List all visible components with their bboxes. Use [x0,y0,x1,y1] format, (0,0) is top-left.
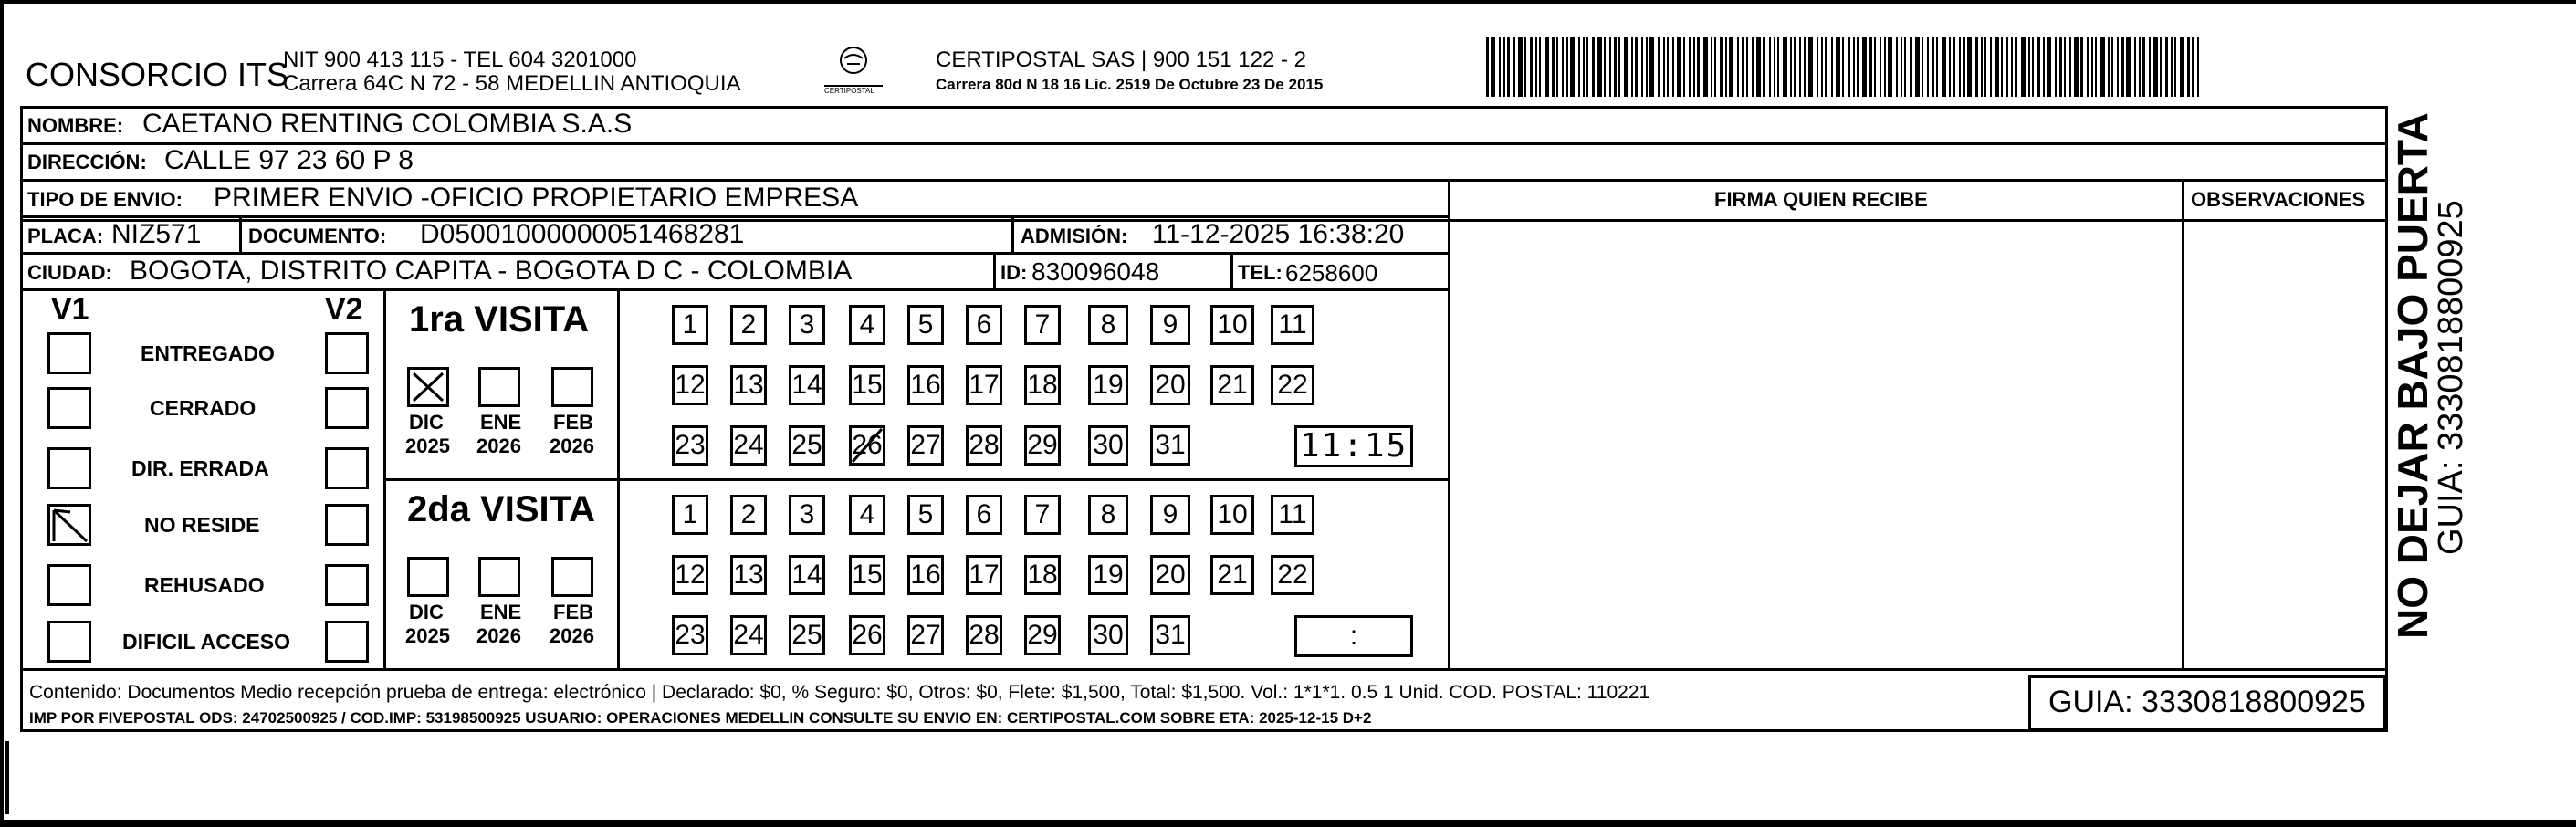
day-number: 27 [910,430,941,460]
second-visit-time-box [1294,615,1413,657]
first-visit-day [1088,365,1128,405]
side-warning: NO DEJAR BAJO PUERTA [2389,112,2436,639]
day-number: 1 [682,309,698,340]
v1-checkbox [47,564,91,606]
tel-divider [1230,252,1233,288]
day-number: 14 [791,370,822,400]
second-visit-day [789,495,825,535]
admision-divider [1011,215,1014,252]
day-number: 8 [1100,309,1116,340]
second-visit-day [1210,495,1254,535]
year-label: 2026 [550,624,594,647]
certipostal-line1: CERTIPOSTAL SAS | 900 151 122 - 2 [936,47,1306,72]
second-visit-day [1150,555,1190,595]
first-visit-day [1150,305,1190,345]
admision-label: ADMISIÓN: [1021,225,1128,247]
day-number: 29 [1027,620,1058,650]
day-number: 18 [1027,560,1058,590]
nombre-label: NOMBRE: [27,114,124,137]
page-bottom-line [0,820,2576,827]
day-number: 11 [1278,309,1307,340]
status-label: ENTREGADO [141,341,275,365]
v1-checkbox [47,387,91,429]
month-label: DIC [409,601,444,623]
second-visit-day [1150,615,1190,655]
first-visit-day [1150,425,1190,466]
second-visit-day [672,615,708,655]
second-visit-day [849,495,885,535]
status-label: DIR. ERRADA [131,456,269,480]
second-visit-day [849,555,885,595]
first-visit-day [966,365,1002,405]
first-visit-month-checkbox [478,367,520,407]
month-label: FEB [553,601,593,623]
day-number: 19 [1093,370,1124,400]
certipostal-line2: Carrera 80d N 18 16 Lic. 2519 De Octubre 23 De 2015 [936,76,1324,93]
company-name: CONSORCIO ITS [26,56,289,93]
contenido-line: Contenido: Documentos Medio recepción prueba de entrega: electrónico | Declarado: $0, % Seguro: $0, Otros: $0, Flete: $1,500, Total: $1,500. Vol.: 1*1*1. 0.5 1 Unid. COD. POSTAL: 110221 [29,682,1650,703]
month-label: ENE [480,411,522,434]
day-number: 23 [675,620,706,650]
documento-label: DOCUMENTO: [248,225,387,247]
status-label: DIFICIL ACCESO [122,630,291,654]
v1-label: V1 [51,292,89,327]
imp-line: IMP POR FIVEPOSTAL ODS: 24702500925 / COD.IMP: 53198500925 USUARIO: OPERACIONES MEDELLIN CONSULTE SU ENVIO EN: CERTIPOSTAL.COM SOBRE ETA: 2025-12-15 D+2 [29,709,1372,727]
ciudad-label: CIUDAD: [27,261,112,284]
row-line-6 [20,288,1450,291]
second-visit-day [1210,555,1254,595]
v2-checkbox [325,564,369,606]
day-number: 28 [969,430,1000,460]
first-visit-day [849,365,885,405]
first-visit-day [730,365,767,405]
first-visit-month-checkbox [407,367,449,407]
day-number: 7 [1034,309,1051,340]
second-visit-day [1024,615,1061,655]
first-visit-day [730,305,767,345]
direccion-label: DIRECCIÓN: [27,151,147,173]
v2-label: V2 [325,292,363,327]
v2-checkbox [325,332,369,374]
day-number: 7 [1034,499,1051,529]
tel-label: TEL: [1238,261,1283,284]
status-label: REHUSADO [144,573,265,597]
v2-checkbox [325,447,369,489]
second-visit-day [907,495,944,535]
second-visit-day [672,495,708,535]
day-number: 15 [852,370,883,400]
day-number: 25 [791,430,822,460]
day-number: 18 [1027,370,1058,400]
day-number: 20 [1155,560,1186,590]
v2-checkbox [325,387,369,429]
placa-value: NIZ571 [111,219,202,249]
id-divider [993,252,996,288]
first-visit-day [672,425,708,466]
month-label: FEB [553,411,593,434]
day-number: 24 [733,430,764,460]
second-visit-month-checkbox [478,557,520,597]
v1-checkbox [47,504,91,546]
v2-checkbox [325,504,369,546]
day-number: 31 [1155,430,1186,460]
year-label: 2026 [476,624,521,647]
time-text: : [1349,621,1358,651]
day-number: 4 [859,499,875,529]
second-visit-day [1088,495,1128,535]
page-left-tick [5,741,9,814]
day-number: 3 [799,499,815,529]
day-number: 22 [1277,560,1308,590]
side-guia: GUIA: 3330818800925 [2432,200,2470,555]
first-visit-day [789,305,825,345]
second-visit-day [907,555,944,595]
day-number: 27 [910,620,941,650]
id-label: ID: [1000,261,1028,284]
day-number: 5 [917,499,934,529]
second-visit-day [966,555,1002,595]
observaciones-label: OBSERVACIONES [2191,188,2366,211]
second-visit-day [1088,555,1128,595]
day-number: 10 [1217,309,1248,340]
second-visit-day [966,615,1002,655]
second-visit-title: 2da VISITA [407,489,595,529]
first-visit-day [849,305,885,345]
day-number: 20 [1155,370,1186,400]
admision-value: 11-12-2025 16:38:20 [1152,219,1405,249]
day-number: 16 [910,370,941,400]
day-number: 3 [799,309,815,340]
row-line-5 [20,252,1450,255]
second-visit-day [789,555,825,595]
second-visit-day [849,615,885,655]
day-number: 12 [675,370,706,400]
second-visit-day [1024,555,1061,595]
day-cross-mark [849,425,885,466]
day-number: 24 [733,620,764,650]
second-visit-day [1088,615,1128,655]
day-number: 19 [1093,560,1124,590]
obs-divider [2182,179,2184,668]
first-visit-day [1271,365,1314,405]
first-visit-day [672,365,708,405]
day-number: 13 [733,370,764,400]
day-number: 6 [976,309,992,340]
second-visit-day [672,555,708,595]
first-visit-day [789,365,825,405]
day-number: 12 [675,560,706,590]
tel-value: 6258600 [1285,259,1378,287]
id-value: 830096048 [1031,257,1160,286]
day-number: 26 [852,620,883,650]
first-visit-day [966,425,1002,466]
day-number: 4 [859,309,875,340]
day-number: 10 [1217,499,1248,529]
month-check-mark [410,370,446,404]
first-visit-day [730,425,767,466]
status-label: CERRADO [150,396,257,420]
first-visit-day [1210,365,1254,405]
day-number: 2 [740,309,757,340]
second-visit-day [1271,495,1314,535]
first-visit-month-checkbox [551,367,593,407]
page-top-line [0,0,2576,4]
day-number: 16 [910,560,941,590]
firma-label: FIRMA QUIEN RECIBE [1714,188,1928,211]
status-label: NO RESIDE [144,513,260,537]
day-number: 30 [1093,430,1124,460]
day-number: 23 [675,430,706,460]
day-number: 22 [1277,370,1308,400]
day-number: 9 [1162,309,1178,340]
tipo-label: TIPO DE ENVIO: [27,188,183,211]
first-visit-day [672,305,708,345]
second-visit-day [730,495,767,535]
day-number: 9 [1162,499,1178,529]
second-visit-day [1024,495,1061,535]
second-visit-day [1271,555,1314,595]
year-label: 2026 [476,434,521,457]
day-number: 13 [733,560,764,590]
month-label: ENE [480,601,522,623]
address-line: Carrera 64C N 72 - 58 MEDELLIN ANTIOQUIA [283,71,741,96]
placa-label: PLACA: [27,225,104,247]
day-number: 29 [1027,430,1058,460]
v1-checkbox [47,332,91,374]
first-visit-day [1210,305,1254,345]
logo-text: CERTIPOSTAL [824,87,874,95]
first-visit-day [789,425,825,466]
direccion-value: CALLE 97 23 60 P 8 [164,145,414,175]
day-number: 26 [852,430,883,460]
firma-divider [1448,179,1450,668]
footer-line [20,668,2388,671]
day-number: 30 [1093,620,1124,650]
day-number: 21 [1217,370,1248,400]
second-visit-month-checkbox [407,557,449,597]
nombre-value: CAETANO RENTING COLOMBIA S.A.S [142,109,633,139]
first-visit-time-box [1294,425,1413,467]
ciudad-value: BOGOTA, DISTRITO CAPITA - BOGOTA D C - COLOMBIA [130,256,853,286]
row-line-2 [20,179,2388,182]
day-number: 31 [1155,620,1186,650]
second-visit-day [730,555,767,595]
v1-check-mark [50,507,90,545]
nit-line: NIT 900 413 115 - TEL 604 3201000 [283,47,637,72]
barcode [1486,37,2205,97]
day-number: 14 [791,560,822,590]
day-number: 6 [976,499,992,529]
first-visit-title: 1ra VISITA [409,299,590,340]
first-visit-day [1271,305,1314,345]
day-number: 8 [1100,499,1116,529]
second-visit-day [907,615,944,655]
day-number: 15 [852,560,883,590]
tipo-value: PRIMER ENVIO -OFICIO PROPIETARIO EMPRESA [214,183,859,213]
day-number: 2 [740,499,757,529]
second-visit-day [1150,495,1190,535]
first-visit-day [907,305,944,345]
first-visit-day [966,305,1002,345]
first-visit-day [849,425,885,466]
first-visit-day [1024,305,1061,345]
year-label: 2026 [550,434,594,457]
first-visit-day [1024,365,1061,405]
first-visit-day [1088,305,1128,345]
placa-divider [239,215,242,252]
month-label: DIC [409,411,444,434]
day-number: 17 [969,370,1000,400]
page-left-line [0,0,4,827]
day-number: 21 [1217,560,1248,590]
first-visit-day [907,425,944,466]
v1-checkbox [47,621,91,663]
day-number: 1 [682,499,698,529]
day-number: 17 [969,560,1000,590]
day-number: 5 [917,309,934,340]
first-visit-day [1088,425,1128,466]
documento-value: D05001000000051468281 [420,219,745,249]
time-text: 11:15 [1299,427,1408,465]
second-visit-month-checkbox [551,557,593,597]
day-number: 25 [791,620,822,650]
year-label: 2025 [405,624,450,647]
day-number: 28 [969,620,1000,650]
first-visit-day [1150,365,1190,405]
v2-checkbox [325,621,369,663]
visit-mid-line [383,478,1450,481]
second-visit-day [966,495,1002,535]
guia-box-text: GUIA: 3330818800925 [2048,685,2366,719]
first-visit-day [907,365,944,405]
first-visit-day [1024,425,1061,466]
second-visit-day [730,615,767,655]
v1-checkbox [47,447,91,489]
row-line-3 [20,215,1450,218]
second-visit-day [789,615,825,655]
year-label: 2025 [405,434,450,457]
day-number: 11 [1278,499,1307,529]
